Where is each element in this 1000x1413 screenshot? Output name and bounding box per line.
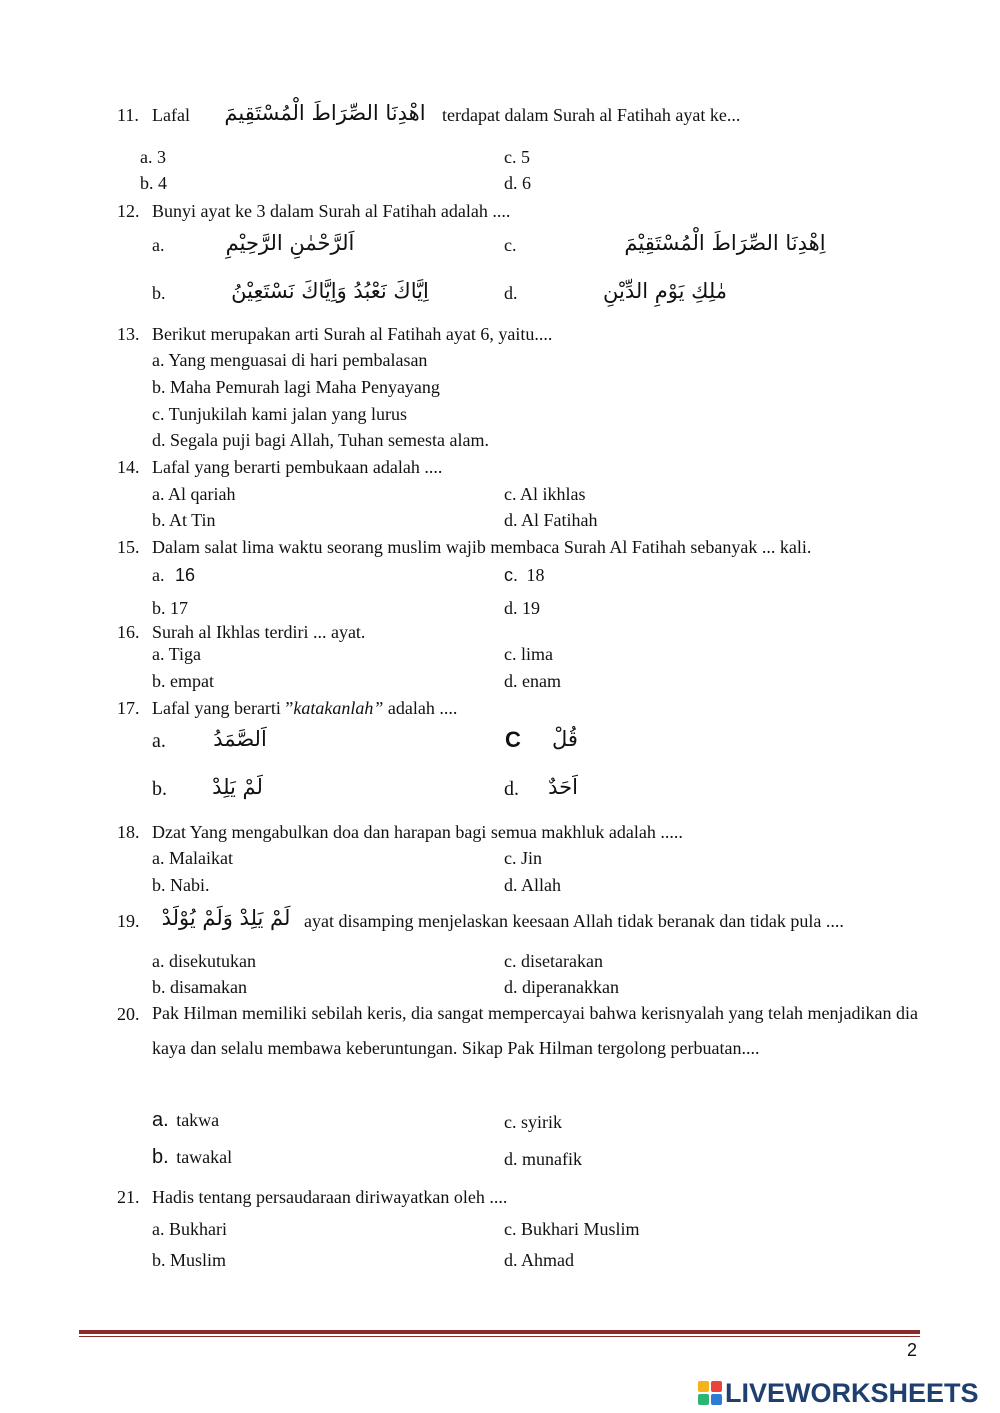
q12-option-d-arabic: مٰلِكِ يَوْمِ الدِّيْنِ — [602, 279, 728, 303]
q11-option-b[interactable]: b. 4 — [140, 173, 167, 193]
question-11-number: 11. — [117, 105, 139, 125]
q11-option-a[interactable]: a. 3 — [140, 147, 166, 167]
q20-option-b-label: b. — [152, 1146, 169, 1168]
q19-option-b[interactable]: b. disamakan — [152, 977, 247, 997]
q21-option-a[interactable]: a. Bukhari — [152, 1219, 227, 1239]
question-17-text — [152, 697, 457, 719]
q13-option-a[interactable]: a. Yang menguasai di hari pembalasan — [152, 350, 428, 370]
q17-option-b-label[interactable]: b. — [152, 778, 167, 800]
question-21-number: 21. — [117, 1187, 140, 1207]
q17-option-b-arabic: لَمْ يَلِدْ — [212, 775, 263, 799]
q12-option-b-label[interactable]: b. — [152, 283, 166, 303]
q21-option-c[interactable]: c. Bukhari Muslim — [504, 1219, 640, 1239]
q20-option-a[interactable] — [152, 1109, 219, 1131]
q20-option-b-value: tawakal — [176, 1147, 233, 1167]
q12-option-d-label[interactable]: d. — [504, 283, 518, 303]
q12-option-a-arabic: اَلرَّحْمٰنِ الرَّحِيْمِ — [225, 231, 355, 255]
footer-rule-thin — [79, 1336, 920, 1337]
q16-option-d[interactable]: d. enam — [504, 671, 561, 691]
q12-option-c-label[interactable]: c. — [504, 235, 517, 255]
q12-option-b-arabic: اِيَّاكَ نَعْبُدُ وَاِيَّاكَ نَسْتَعِيْنُ — [231, 279, 429, 303]
q18-option-b[interactable]: b. Nabi. — [152, 875, 210, 895]
q21-option-b[interactable]: b. Muslim — [152, 1250, 227, 1270]
q16-option-a[interactable]: a. Tiga — [152, 644, 202, 664]
question-20-text: Pak Hilman memiliki sebilah keris, dia sangat mempercayai bahwa kerisnyalah yang telah menjadikan dia kaya dan selalu membawa keberuntungan. Sikap Pak Hilman tergolong perbuatan.... — [152, 1003, 918, 1058]
q18-option-a[interactable]: a. Malaikat — [152, 848, 233, 868]
q13-option-b[interactable]: b. Maha Pemurah lagi Maha Penyayang — [152, 377, 440, 397]
footer-rule-thick — [79, 1330, 920, 1334]
q15-option-c-label: c. — [504, 565, 519, 585]
q16-option-c[interactable]: c. lima — [504, 644, 553, 664]
q16-option-b[interactable]: b. empat — [152, 671, 214, 691]
question-14-text: Lafal yang berarti pembukaan adalah .... — [152, 457, 443, 477]
question-11-arabic: اهْدِنَا الصِّرَاطَ الْمُسْتَقِيمَ — [224, 101, 426, 125]
question-18-text: Dzat Yang mengabulkan doa dan harapan bagi semua makhluk adalah ..... — [152, 822, 683, 842]
q15-option-d[interactable]: d. 19 — [504, 598, 540, 618]
q21-option-d[interactable]: d. Ahmad — [504, 1250, 574, 1270]
question-15-number: 15. — [117, 537, 140, 557]
q19-option-a[interactable]: a. disekutukan — [152, 951, 256, 971]
q17-option-c-label[interactable]: C — [505, 727, 521, 752]
question-19-text: ayat disamping menjelaskan keesaan Allah tidak beranak dan tidak pula .... — [304, 911, 844, 931]
q17-text-emphasis: katakanlah” — [293, 698, 384, 718]
q15-option-a-value: 16 — [175, 565, 196, 585]
q19-option-c[interactable]: c. disetarakan — [504, 951, 603, 971]
q12-option-c-arabic: اِهْدِنَا الصِّرَاطَ الْمُسْتَقِيْمَ — [624, 231, 826, 255]
question-15-text: Dalam salat lima waktu seorang muslim wajib membaca Surah Al Fatihah sebanyak ... kali. — [152, 537, 812, 557]
q15-option-a-label: a. — [152, 565, 165, 585]
q11-option-d[interactable]: d. 6 — [504, 173, 531, 193]
q20-option-a-label: a. — [152, 1109, 169, 1131]
q17-text-pre: Lafal yang berarti ” — [152, 698, 294, 718]
q15-option-a[interactable] — [152, 564, 195, 586]
question-16-number: 16. — [117, 622, 140, 642]
q17-text-post: adalah .... — [383, 698, 458, 718]
liveworksheets-logo-icon — [698, 1381, 722, 1405]
question-18-number: 18. — [117, 822, 140, 842]
q17-option-a-label[interactable]: a. — [152, 730, 166, 752]
question-11-text: terdapat dalam Surah al Fatihah ayat ke... — [442, 105, 741, 125]
q20-option-c[interactable]: c. syirik — [504, 1112, 562, 1132]
q13-option-d[interactable]: d. Segala puji bagi Allah, Tuhan semesta alam. — [152, 430, 489, 450]
q15-option-b[interactable]: b. 17 — [152, 598, 188, 618]
q19-option-d[interactable]: d. diperanakkan — [504, 977, 619, 997]
q15-option-c-value: 18 — [526, 565, 545, 585]
question-19-number: 19. — [117, 911, 140, 931]
q14-option-c[interactable]: c. Al ikhlas — [504, 484, 586, 504]
question-14-number: 14. — [117, 457, 140, 477]
q20-option-d[interactable]: d. munafik — [504, 1149, 582, 1169]
q14-option-d[interactable]: d. Al Fatihah — [504, 510, 598, 530]
q12-option-a-label[interactable]: a. — [152, 235, 165, 255]
q18-option-d[interactable]: d. Allah — [504, 875, 561, 895]
q11-option-c[interactable]: c. 5 — [504, 147, 530, 167]
q17-option-c-arabic: قُلْ — [552, 727, 578, 751]
q15-option-c[interactable] — [504, 564, 545, 586]
question-21-text: Hadis tentang persaudaraan diriwayatkan oleh .... — [152, 1187, 508, 1207]
question-20-number: 20. — [117, 1004, 140, 1024]
q20-option-b[interactable] — [152, 1146, 232, 1168]
brand-name: LIVEWORKSHEETS — [725, 1377, 979, 1408]
question-13-number: 13. — [117, 324, 140, 344]
question-12-text: Bunyi ayat ke 3 dalam Surah al Fatihah adalah .... — [152, 201, 511, 221]
q17-option-a-arabic: اَلصَّمَدُ — [213, 727, 267, 751]
question-12-number: 12. — [117, 201, 140, 221]
liveworksheets-brand — [698, 1378, 979, 1408]
page-number: 2 — [906, 1340, 917, 1360]
q20-option-a-value: takwa — [176, 1110, 220, 1130]
question-16-text: Surah al Ikhlas terdiri ... ayat. — [152, 622, 366, 642]
question-13-text: Berikut merupakan arti Surah al Fatihah ayat 6, yaitu.... — [152, 324, 553, 344]
q14-option-b[interactable]: b. At Tin — [152, 510, 216, 530]
q17-option-d-label[interactable]: d. — [504, 778, 519, 800]
question-11-prefix: Lafal — [152, 105, 190, 125]
question-19-arabic: لَمْ يَلِدْ وَلَمْ يُوْلَدْ — [161, 906, 291, 930]
question-17-number: 17. — [117, 698, 140, 718]
q13-option-c[interactable]: c. Tunjukilah kami jalan yang lurus — [152, 404, 407, 424]
q18-option-c[interactable]: c. Jin — [504, 848, 542, 868]
q14-option-a[interactable]: a. Al qariah — [152, 484, 236, 504]
q17-option-d-arabic: اَحَدٌ — [548, 775, 578, 799]
